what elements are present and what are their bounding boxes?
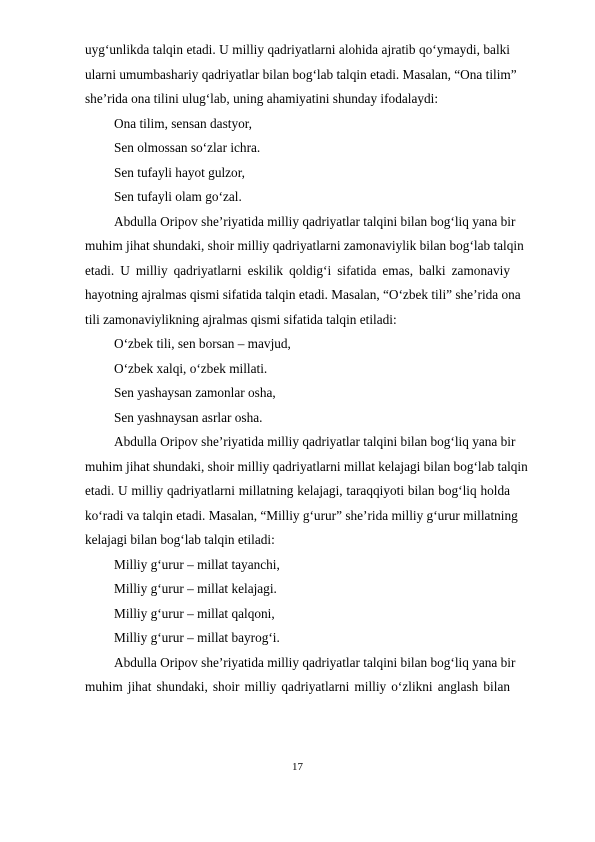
paragraph-line: kelajagi bilan bog‘lab talqin etiladi: [85, 532, 275, 547]
poem-line: Milliy g‘urur – millat bayrog‘i. [114, 630, 280, 645]
paragraph-line: Abdulla Oripov she’riyatida milliy qadriyatlar talqini bilan bog‘liq yana bir [114, 213, 516, 229]
paragraph-line: muhim jihat shundaki, shoir milliy qadriyatlarni millat kelajagi bilan bog‘lab talqin [85, 458, 528, 474]
poem-line: Sen tufayli olam go‘zal. [114, 189, 242, 204]
poem-line: Sen olmossan so‘zlar ichra. [114, 140, 261, 155]
poem-line: Sen yashaysan zamonlar osha, [114, 385, 276, 400]
poem-line: Sen yashnaysan asrlar osha. [114, 409, 263, 425]
paragraph-line: Abdulla Oripov she’riyatida milliy qadriyatlar talqini bilan bog‘liq yana bir [114, 654, 516, 670]
paragraph-line: Abdulla Oripov she’riyatida milliy qadriyatlar talqini bilan bog‘liq yana bir [114, 434, 516, 449]
poem-line: O‘zbek tili, sen borsan – mavjud, [114, 336, 291, 351]
poem-line: Sen tufayli hayot gulzor, [114, 164, 245, 180]
poem-line: Milliy g‘urur – millat qalqoni, [114, 605, 275, 621]
document-body [85, 38, 528, 700]
paragraph-line: muhim jihat shundaki, shoir milliy qadriyatlarni milliy o‘zlikni anglash bilan [85, 679, 510, 694]
page-number: 17 [292, 761, 303, 773]
poem-line: Milliy g‘urur – millat kelajagi. [114, 581, 277, 596]
poem-line: O‘zbek xalqi, o‘zbek millati. [114, 360, 268, 376]
poem-line: Milliy g‘urur – millat tayanchi, [114, 556, 280, 572]
paragraph-line: tili zamonaviylikning ajralmas qismi sifatida talqin etiladi: [85, 311, 397, 327]
paragraph-line: ularni umumbashariy qadriyatlar bilan bog‘lab talqin etadi. Masalan, “Ona tilim” [85, 66, 517, 82]
paragraph-line: muhim jihat shundaki, shoir milliy qadriyatlarni zamonaviylik bilan bog‘lab talqin [85, 238, 524, 253]
paragraph-line: etadi. U milliy qadriyatlarni millatning kelajagi, taraqqiyoti bilan bog‘liq holda [85, 483, 510, 498]
poem-line: Ona tilim, sensan dastyor, [114, 115, 252, 131]
paragraph-line: hayotning ajralmas qismi sifatida talqin etadi. Masalan, “O‘zbek tili” she’rida ona [85, 287, 521, 302]
paragraph-line: she’rida ona tilini ulug‘lab, uning ahamiyatini shunday ifodalaydi: [85, 91, 439, 106]
paragraph-line: ko‘radi va talqin etadi. Masalan, “Milliy g‘urur” she’rida milliy g‘urur millatning [85, 507, 518, 523]
paragraph-line: uyg‘unlikda talqin etadi. U milliy qadriyatlarni alohida ajratib qo‘ymaydi, balki [85, 42, 510, 57]
paragraph-line: etadi. U milliy qadriyatlarni eskilik qoldig‘i sifatida emas, balki zamonaviy [85, 262, 510, 278]
